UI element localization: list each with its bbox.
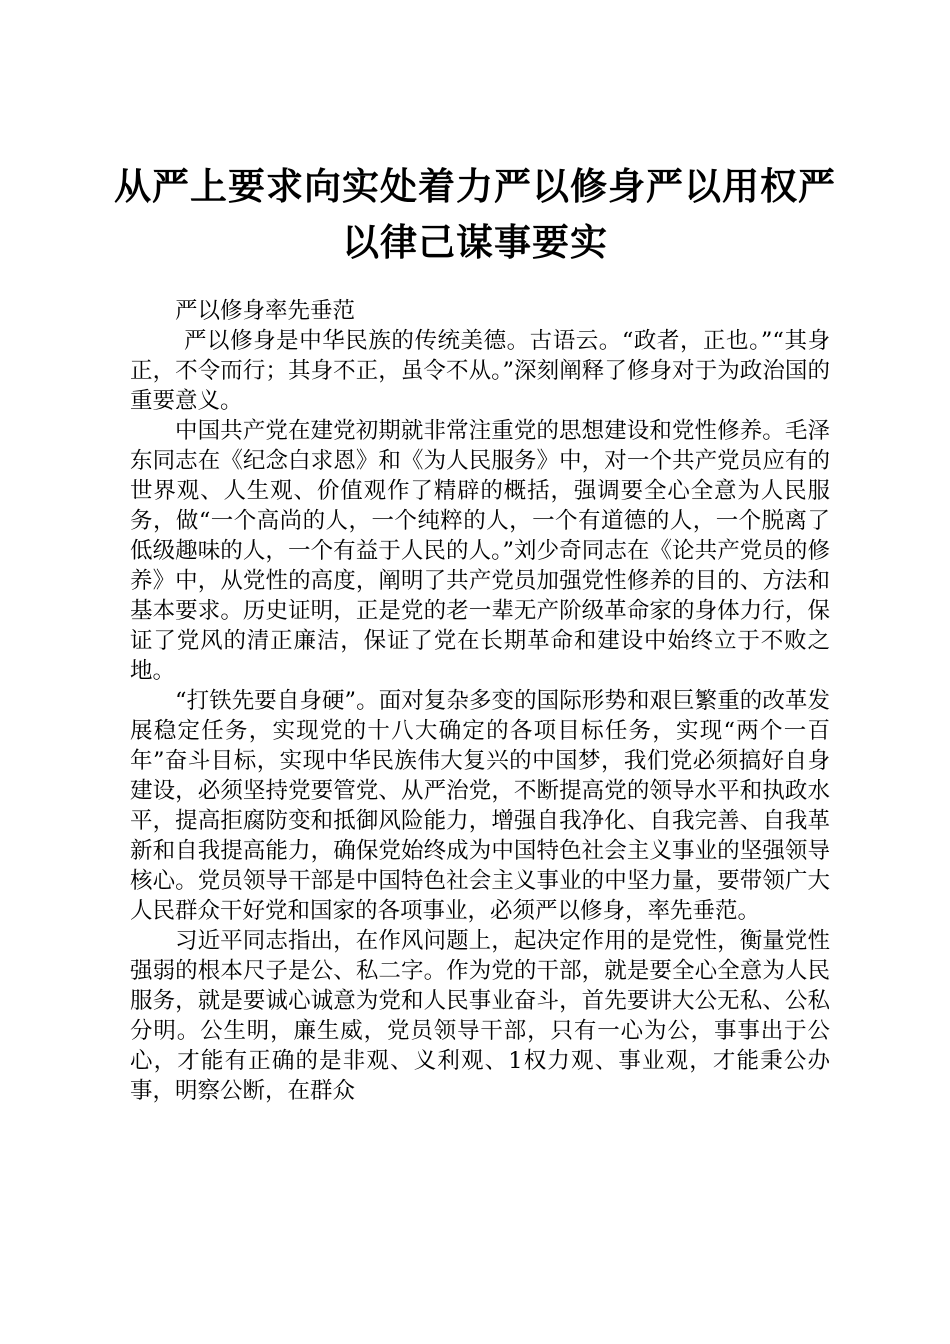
document-title: 从严上要求向实处着力严以修身严以用权严以律己谋事要实 [114, 164, 836, 264]
section-subheading: 严以修身率先垂范 [175, 298, 356, 324]
paragraph-3: “打铁先要自身硬”。面对复杂多变的国际形势和艰巨繁重的改革发展稳定任务，实现党的十八大确定的各项目标任务，实现“两个一百年”奋斗目标，实现中华民族伟大复兴的中国梦，我们党必须搞好自身建设，必须坚持党要管党、从严治党，不断提高党的领导水平和执政水平，提高拒腐防变和抵御风险能力，增强自我净化、自我完善、自我革新和自我提高能力，确保党始终成为中国特色社会主义事业的坚强领导核心。党员领导干部是中国特色社会主义事业的中坚力量，要带领广大人民群众干好党和国家的各项事业，必须严以修身，率先垂范。 [130, 688, 830, 924]
paragraph-4: 习近平同志指出，在作风问题上，起决定作用的是党性，衡量党性强弱的根本尺子是公、私二字。作为党的干部，就是要全心全意为人民服务，就是要诚心诚意为党和人民事业奋斗，首先要讲大公无私、公私分明。公生明，廉生威，党员领导干部，只有一心为公，事事出于公心，才能有正确的是非观、义利观、1权力观、事业观，才能秉公办事，明察公断，在群众 [130, 928, 830, 1104]
paragraph-1: 严以修身是中华民族的传统美德。古语云。“政者，正也。”“其身正，不令而行；其身不正，虽令不从。”深刻阐释了修身对于为政治国的重要意义。 [130, 328, 830, 414]
paragraph-2: 中国共产党在建党初期就非常注重党的思想建设和党性修养。毛泽东同志在《纪念白求恩》和《为人民服务》中，对一个共产党员应有的世界观、人生观、价值观作了精辟的概括，强调要全心全意为人民服务，做“一个高尚的人，一个纯粹的人，一个有道德的人，一个脱离了低级趣味的人，一个有益于人民的人。”刘少奇同志在《论共产党员的修养》中，从党性的高度，阐明了共产党员加强党性修养的目的、方法和基本要求。历史证明，正是党的老一辈无产阶级革命家的身体力行，保证了党风的清正廉洁，保证了党在长期革命和建设中始终立于不败之地。 [130, 418, 830, 684]
document-body [130, 296, 830, 1106]
